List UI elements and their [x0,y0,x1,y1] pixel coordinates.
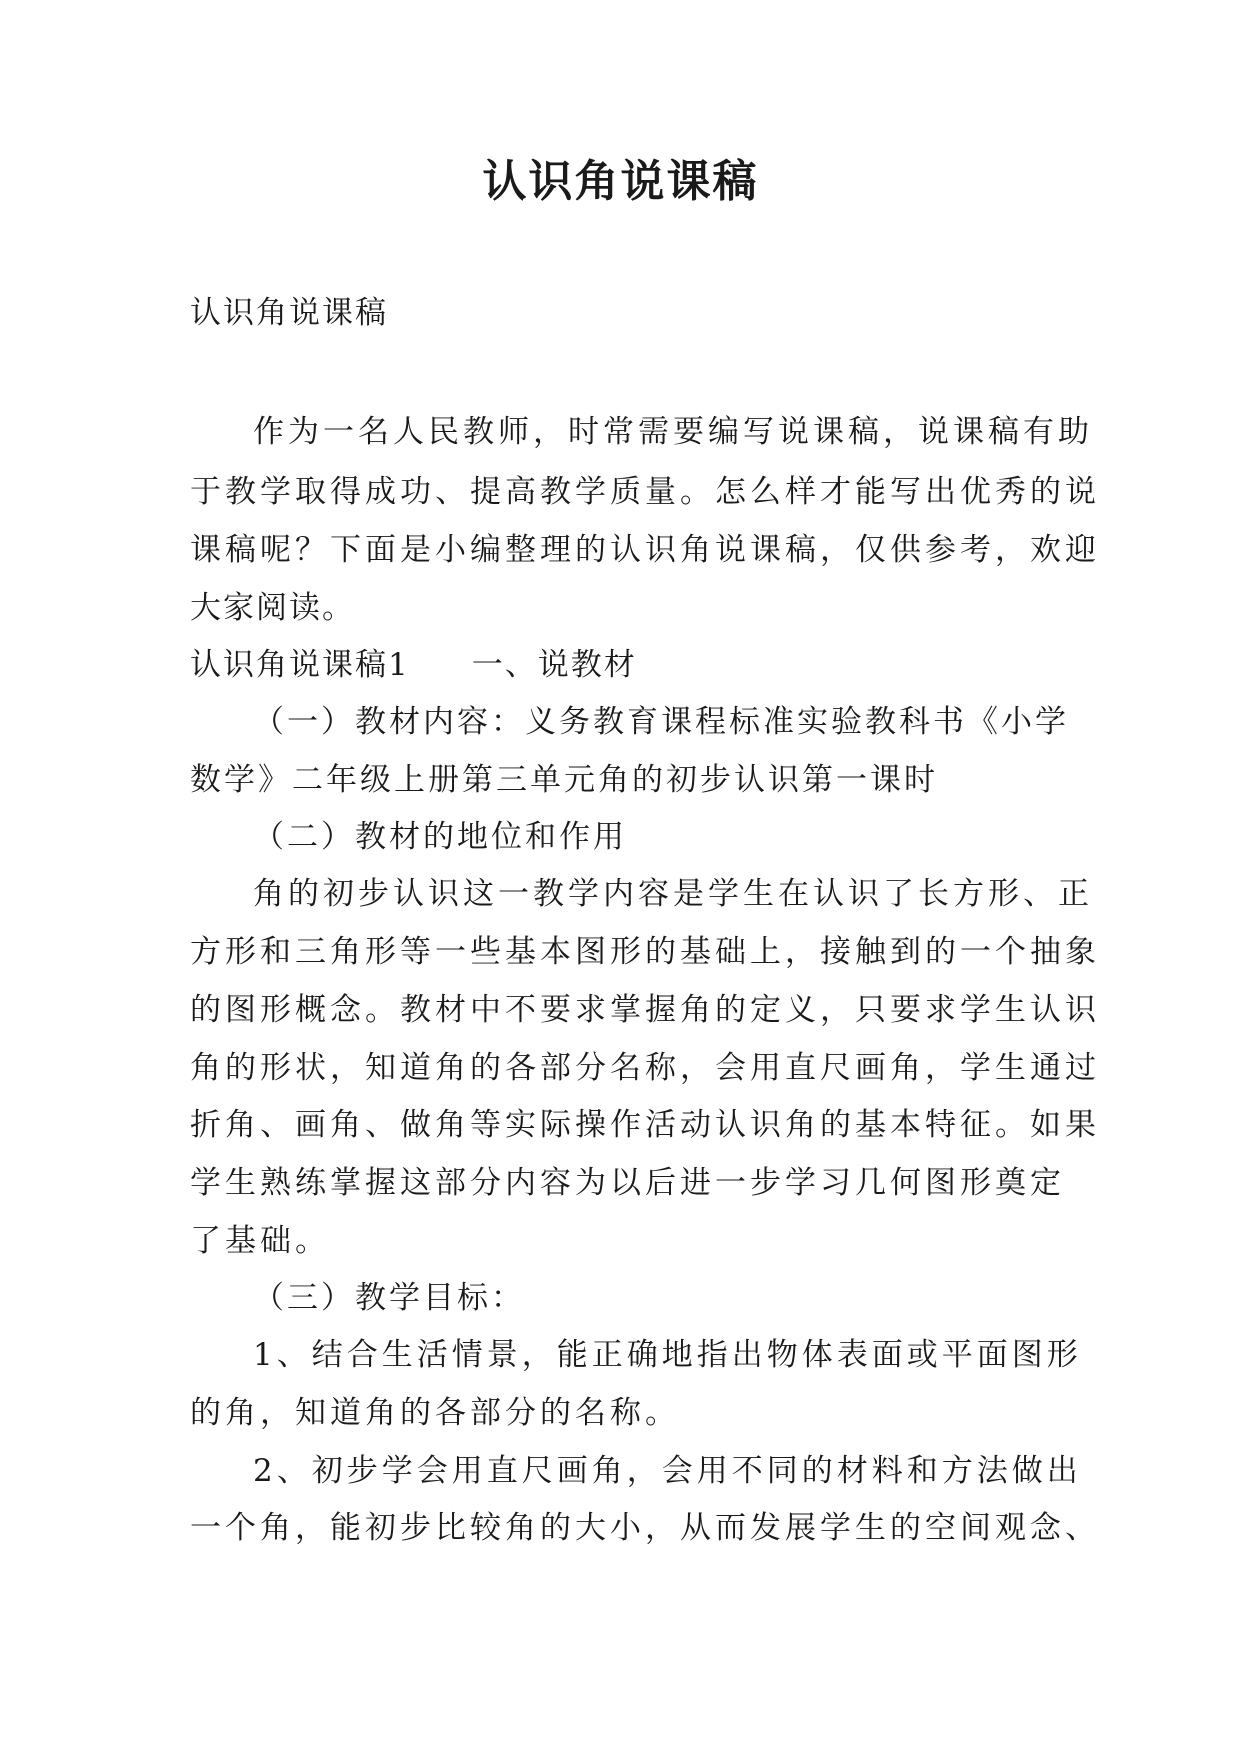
paragraph-line: 于教学取得成功、提高教学质量。怎么样才能写出优秀的说 [190,474,1100,510]
paragraph-line: 角的初步认识这一教学内容是学生在认识了长方形、正 [253,876,1093,912]
article-heading: 认识角说课稿1 [190,647,410,683]
paragraph-line: 1、结合生活情景，能正确地指出物体表面或平面图形 [253,1337,1082,1373]
paragraph-line: 数学》二年级上册第三单元角的初步认识第一课时 [190,762,938,798]
paragraph-line: 作为一名人民教师，时常需要编写说课稿，说课稿有助 [253,414,1093,450]
document-title: 认识角说课稿 [482,156,759,207]
paragraph-line: 学生熟练掌握这部分内容为以后进一步学习几何图形奠定 [190,1165,1065,1201]
subsection-heading: （二）教材的地位和作用 [253,819,627,855]
paragraph-line: 一个角，能初步比较角的大小，从而发展学生的空间观念、 [190,1510,1100,1546]
section-heading: 一、说教材 [471,647,637,683]
paragraph-line: 折角、画角、做角等实际操作活动认识角的基本特征。如果 [190,1107,1100,1143]
paragraph-line: 2、初步学会用直尺画角，会用不同的材料和方法做出 [253,1453,1082,1489]
paragraph-line: 的图形概念。教材中不要求掌握角的定义，只要求学生认识 [190,992,1100,1028]
paragraph-line: 大家阅读。 [190,590,355,626]
paragraph-line: （一）教材内容：义务教育课程标准实验教科书《小学 [253,704,1069,740]
paragraph-line: 课稿呢？下面是小编整理的认识角说课稿，仅供参考，欢迎 [190,532,1100,568]
paragraph-line: 角的形状，知道角的各部分名称，会用直尺画角，学生通过 [190,1050,1100,1086]
paragraph-line: 了基础。 [190,1223,330,1259]
subtitle-line: 认识角说课稿 [190,295,388,331]
paragraph-line: 方形和三角形等一些基本图形的基础上，接触到的一个抽象 [190,934,1100,970]
paragraph-line: 的角，知道角的各部分的名称。 [190,1395,680,1431]
section-heading-line [190,643,1090,687]
subsection-heading: （三）教学目标： [253,1280,525,1316]
